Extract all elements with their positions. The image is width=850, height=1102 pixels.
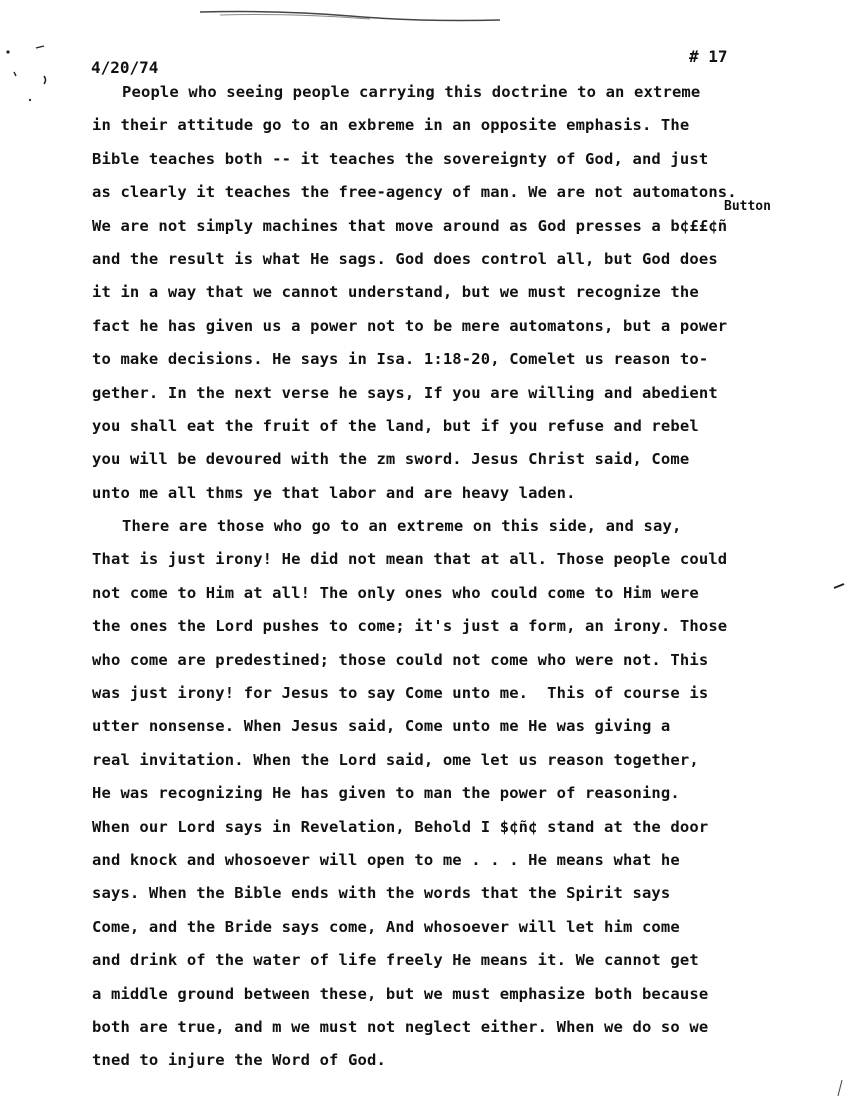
text-line: utter nonsense. When Jesus said, Come unto me He was giving a: [92, 717, 671, 736]
text-line: not come to Him at all! The only ones who could come to Him were: [92, 583, 699, 602]
text-line: a middle ground between these, but we must emphasize both because: [92, 984, 709, 1003]
text-line: gether. In the next verse he says, If you are willing and abedient: [92, 383, 718, 402]
body-text: [92, 76, 812, 1078]
page-number: # 17: [689, 47, 728, 66]
text-line: as clearly it teaches the free-agency of man. We are not automatons.: [92, 183, 737, 202]
text-line: was just irony! for Jesus to say Come unto me. This of course is: [92, 684, 709, 703]
text-line: We are not simply machines that move around as God presses a b¢££¢ñ: [92, 216, 728, 235]
text-line: says. When the Bible ends with the words that the Spirit says: [92, 884, 671, 903]
margin-insert-word: Button: [724, 199, 771, 214]
text-line: it in a way that we cannot understand, but we must recognize the: [92, 283, 699, 302]
text-line: you shall eat the fruit of the land, but if you refuse and rebel: [92, 416, 699, 435]
text-line: who come are predestined; those could not come who were not. This: [92, 650, 709, 669]
text-line: you will be devoured with the zm sword. Jesus Christ said, Come: [92, 450, 690, 469]
text-line: When our Lord says in Revelation, Behold I $¢ñ¢ stand at the door: [92, 817, 709, 836]
text-line: There are those who go to an extreme on this side, and say,: [122, 517, 682, 536]
text-line: and drink of the water of life freely He means it. We cannot get: [92, 951, 699, 970]
text-line: in their attitude go to an exbreme in an opposite emphasis. The: [92, 116, 690, 135]
document-date: 4/20/74: [91, 58, 159, 77]
text-line: unto me all thms ye that labor and are heavy laden.: [92, 483, 576, 502]
text-line: That is just irony! He did not mean that at all. Those people could: [92, 550, 728, 569]
text-line: the ones the Lord pushes to come; it's just a form, an irony. Those: [92, 617, 728, 636]
text-line: and the result is what He sags. God does control all, but God does: [92, 249, 718, 268]
text-line: real invitation. When the Lord said, ome let us reason together,: [92, 750, 699, 769]
text-line: both are true, and m we must not neglect either. When we do so we: [92, 1017, 709, 1036]
text-line: tned to injure the Word of God.: [92, 1051, 386, 1070]
text-line: People who seeing people carrying this doctrine to an extreme: [122, 83, 701, 101]
text-line: and knock and whosoever will open to me . . . He means what he: [92, 850, 680, 869]
text-line: He was recognizing He has given to man the power of reasoning.: [92, 784, 680, 803]
scan-mark-top: [200, 8, 500, 22]
text-line: Come, and the Bride says come, And whosoever will let him come: [92, 917, 680, 936]
text-line: to make decisions. He says in Isa. 1:18-20, Comelet us reason to-: [92, 350, 709, 369]
text-line: Bible teaches both -- it teaches the sovereignty of God, and just: [92, 149, 709, 168]
text-line: fact he has given us a power not to be mere automatons, but a power: [92, 316, 728, 335]
